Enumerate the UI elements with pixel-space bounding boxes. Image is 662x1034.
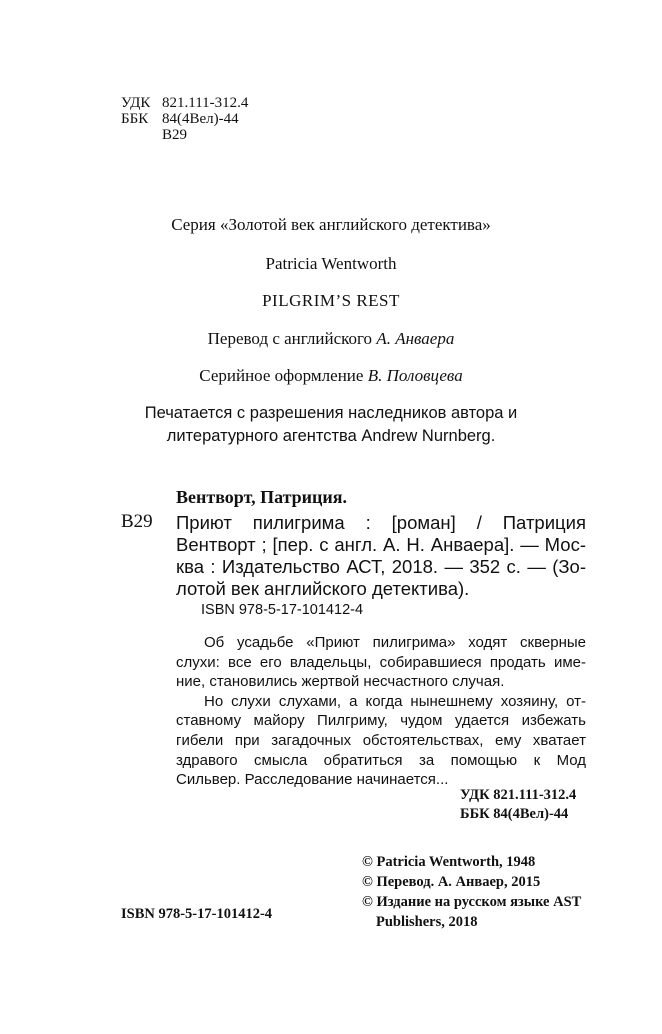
annotation-line: Но слухи слухами, а когда нынешнему хозяину, от- xyxy=(204,692,586,710)
bibliographic-description xyxy=(176,512,586,600)
translation-credit xyxy=(0,327,662,351)
annotation xyxy=(176,633,586,790)
design-credit xyxy=(0,364,662,388)
annotation-line: здравого смысла обратиться за помощью к Мод xyxy=(176,751,586,769)
copyright-block xyxy=(362,852,581,932)
translation-prefix: Перевод с английского xyxy=(207,329,377,348)
index-codes xyxy=(460,786,576,824)
permission-line-1: Печатается с разрешения наследников автора и xyxy=(144,404,518,422)
translator-name: А. Анваера xyxy=(376,329,455,348)
description-line: Вентворт ; [пер. с англ. А. Н. Анваера]. — Мос- xyxy=(176,534,586,555)
author-code: В29 xyxy=(121,511,153,532)
original-author: Patricia Wentworth xyxy=(265,254,397,273)
permission-line-2: литературного агентства Andrew Nurnberg. xyxy=(166,427,496,445)
description-line: Приют пилигрима : [роман] / Патриция xyxy=(176,512,586,533)
bbk-label: ББК xyxy=(121,111,149,127)
footer-isbn: ISBN 978-5-17-101412-4 xyxy=(121,906,273,922)
udk-label: УДК xyxy=(121,95,151,111)
description-line: лотой век английского детектива). xyxy=(176,578,470,599)
design-prefix: Серийное оформление xyxy=(199,366,368,385)
copyright-line: © Перевод. А. Анваер, 2015 xyxy=(362,874,541,890)
author-mark-value: В29 xyxy=(162,127,188,143)
annotation-line: ставному майору Пилгриму, чудом удается избежать xyxy=(176,712,586,730)
bbk-classification xyxy=(121,111,239,128)
udk-value: 821.111-312.4 xyxy=(162,95,249,111)
annotation-line: слухи: все его владельцы, собиравшиеся продать име- xyxy=(176,653,586,671)
author-mark xyxy=(162,127,187,144)
bbk-value: 84(4Вел)-44 xyxy=(162,111,239,127)
udk-classification xyxy=(121,95,248,112)
index-udk: УДК 821.111-312.4 xyxy=(460,787,577,803)
description-line: ква : Издательство АСТ, 2018. — 352 с. — (Зо- xyxy=(176,556,586,577)
copyright-line: Publishers, 2018 xyxy=(376,914,478,930)
annotation-line: Сильвер. Расследование начинается... xyxy=(176,771,449,789)
annotation-line: Об усадьбе «Приют пилигрима» ходят скверные xyxy=(204,634,586,651)
original-title: PILGRIM’S REST xyxy=(262,291,400,310)
author-heading: Вентворт, Патриция. xyxy=(176,487,348,507)
series-line: Серия «Золотой век английского детектива» xyxy=(171,215,491,234)
copyright-line: © Издание на русском языке AST xyxy=(362,894,582,910)
index-bbk: ББК 84(4Вел)-44 xyxy=(460,806,569,822)
designer-name: В. Половцева xyxy=(367,366,463,385)
record-isbn: ISBN 978-5-17-101412-4 xyxy=(201,602,364,618)
copyright-line: © Patricia Wentworth, 1948 xyxy=(362,854,536,870)
annotation-line: гибели при загадочных обстоятельствах, ему хватает xyxy=(176,731,586,749)
annotation-line: ние, становились жертвой несчастного случая. xyxy=(176,673,505,691)
